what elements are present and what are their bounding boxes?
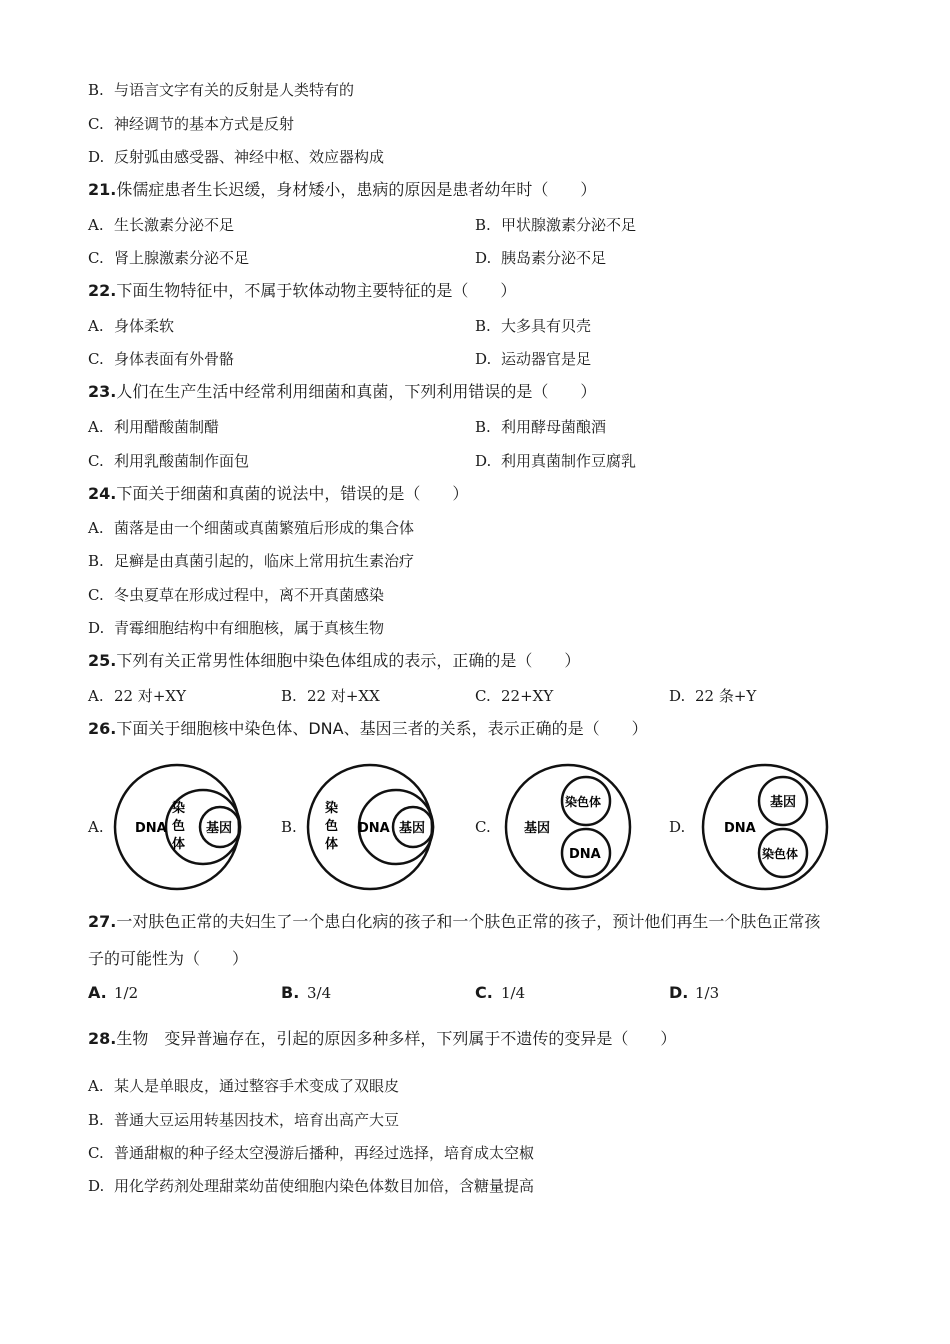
option-d: D. 运动器官是足 (475, 350, 592, 368)
option-d: D. (669, 818, 686, 836)
option-line: D. 反射弧由感受器、神经中枢、效应器构成 (88, 148, 385, 166)
option-b: B. 利用酵母菌酿酒 (475, 418, 607, 436)
gene-label: 基因 (770, 795, 797, 810)
option-a: A. 1/2 (88, 983, 139, 1002)
chromosome-char: 染 (172, 801, 186, 816)
option-a: A. 生长激素分泌不足 (88, 216, 235, 234)
option-d: D. 1/3 (669, 983, 720, 1002)
question-stem: 27.一对肤色正常的夫妇生了一个患白化病的孩子和一个肤色正常的孩子，预计他们再生一个肤色正常孩 (88, 912, 821, 931)
option-c: C. 普通甜椒的种子经太空漫游后播种，再经过选择，培育成太空椒 (88, 1144, 535, 1162)
venn-diagram-c (502, 762, 642, 892)
option-c: C. 1/4 (475, 983, 526, 1002)
option-a: A. 某人是单眼皮，通过整容手术变成了双眼皮 (88, 1077, 400, 1095)
dna-label: DNA (569, 847, 601, 862)
chromosome-char: 体 (172, 837, 186, 852)
option-c: C. (475, 818, 491, 836)
question-stem: 24.下面关于细菌和真菌的说法中，错误的是（ ） (88, 484, 469, 503)
dna-label: DNA (135, 821, 167, 836)
option-a: A. 身体柔软 (88, 317, 175, 335)
option-d: D. 胰岛素分泌不足 (475, 249, 607, 267)
option-b: B. 甲状腺激素分泌不足 (475, 216, 637, 234)
option-d: D. 用化学药剂处理甜菜幼苗使细胞内染色体数目加倍，含糖量提高 (88, 1177, 535, 1195)
option-c: C. 利用乳酸菌制作面包 (88, 452, 250, 470)
option-c: C. 身体表面有外骨骼 (88, 350, 235, 368)
chromosome-char: 染 (325, 801, 339, 816)
gene-label: 基因 (206, 821, 233, 836)
option-b: B. 普通大豆运用转基因技术，培育出高产大豆 (88, 1111, 400, 1129)
option-b: B. 大多具有贝壳 (475, 317, 592, 335)
question-stem: 28.生物 变异普遍存在，引起的原因多种多样，下列属于不遗传的变异是（ ） (88, 1029, 677, 1048)
option-d: D. 青霉细胞结构中有细胞核，属于真核生物 (88, 619, 385, 637)
venn-diagram-b (303, 762, 443, 892)
option-c: C. 冬虫夏草在形成过程中，离不开真菌感染 (88, 586, 385, 604)
option-line: B. 与语言文字有关的反射是人类特有的 (88, 81, 355, 99)
option-b: B. 足癣是由真菌引起的，临床上常用抗生素治疗 (88, 552, 415, 570)
chromosome-char: 色 (172, 819, 186, 834)
option-b: B. (281, 818, 297, 836)
question-stem: 21.侏儒症患者生长迟缓，身材矮小，患病的原因是患者幼年时（ ） (88, 180, 597, 199)
question-stem: 22.下面生物特征中，不属于软体动物主要特征的是（ ） (88, 281, 517, 300)
option-d: D. 利用真菌制作豆腐乳 (475, 452, 637, 470)
gene-label: 基因 (399, 821, 426, 836)
option-line: C. 神经调节的基本方式是反射 (88, 115, 295, 133)
option-a: A. 22 对+XY (88, 687, 187, 705)
option-d: D. 22 条+Y (669, 687, 757, 705)
dna-label: DNA (358, 821, 390, 836)
question-stem: 23.人们在生产生活中经常利用细菌和真菌，下列利用错误的是（ ） (88, 382, 597, 401)
chromosome-label: 染色体 (565, 795, 602, 809)
option-c: C. 22+XY (475, 687, 554, 705)
option-a: A. 菌落是由一个细菌或真菌繁殖后形成的集合体 (88, 519, 415, 537)
dna-label: DNA (724, 821, 756, 836)
question-stem-continued: 子的可能性为（ ） (88, 949, 249, 968)
option-c: C. 肾上腺激素分泌不足 (88, 249, 250, 267)
chromosome-label: 染色体 (762, 847, 799, 861)
question-stem: 26.下面关于细胞核中染色体、DNA、基因三者的关系，表示正确的是（ ） (88, 719, 648, 738)
question-stem: 25.下列有关正常男性体细胞中染色体组成的表示，正确的是（ ） (88, 651, 581, 670)
option-a: A. 利用醋酸菌制醋 (88, 418, 220, 436)
gene-label: 基因 (524, 821, 551, 836)
option-a: A. (88, 818, 104, 836)
chromosome-char: 体 (325, 837, 339, 852)
venn-diagram-a (110, 762, 250, 892)
venn-diagram-d (699, 762, 839, 892)
option-b: B. 3/4 (281, 983, 332, 1002)
option-b: B. 22 对+XX (281, 687, 380, 705)
chromosome-char: 色 (325, 819, 339, 834)
